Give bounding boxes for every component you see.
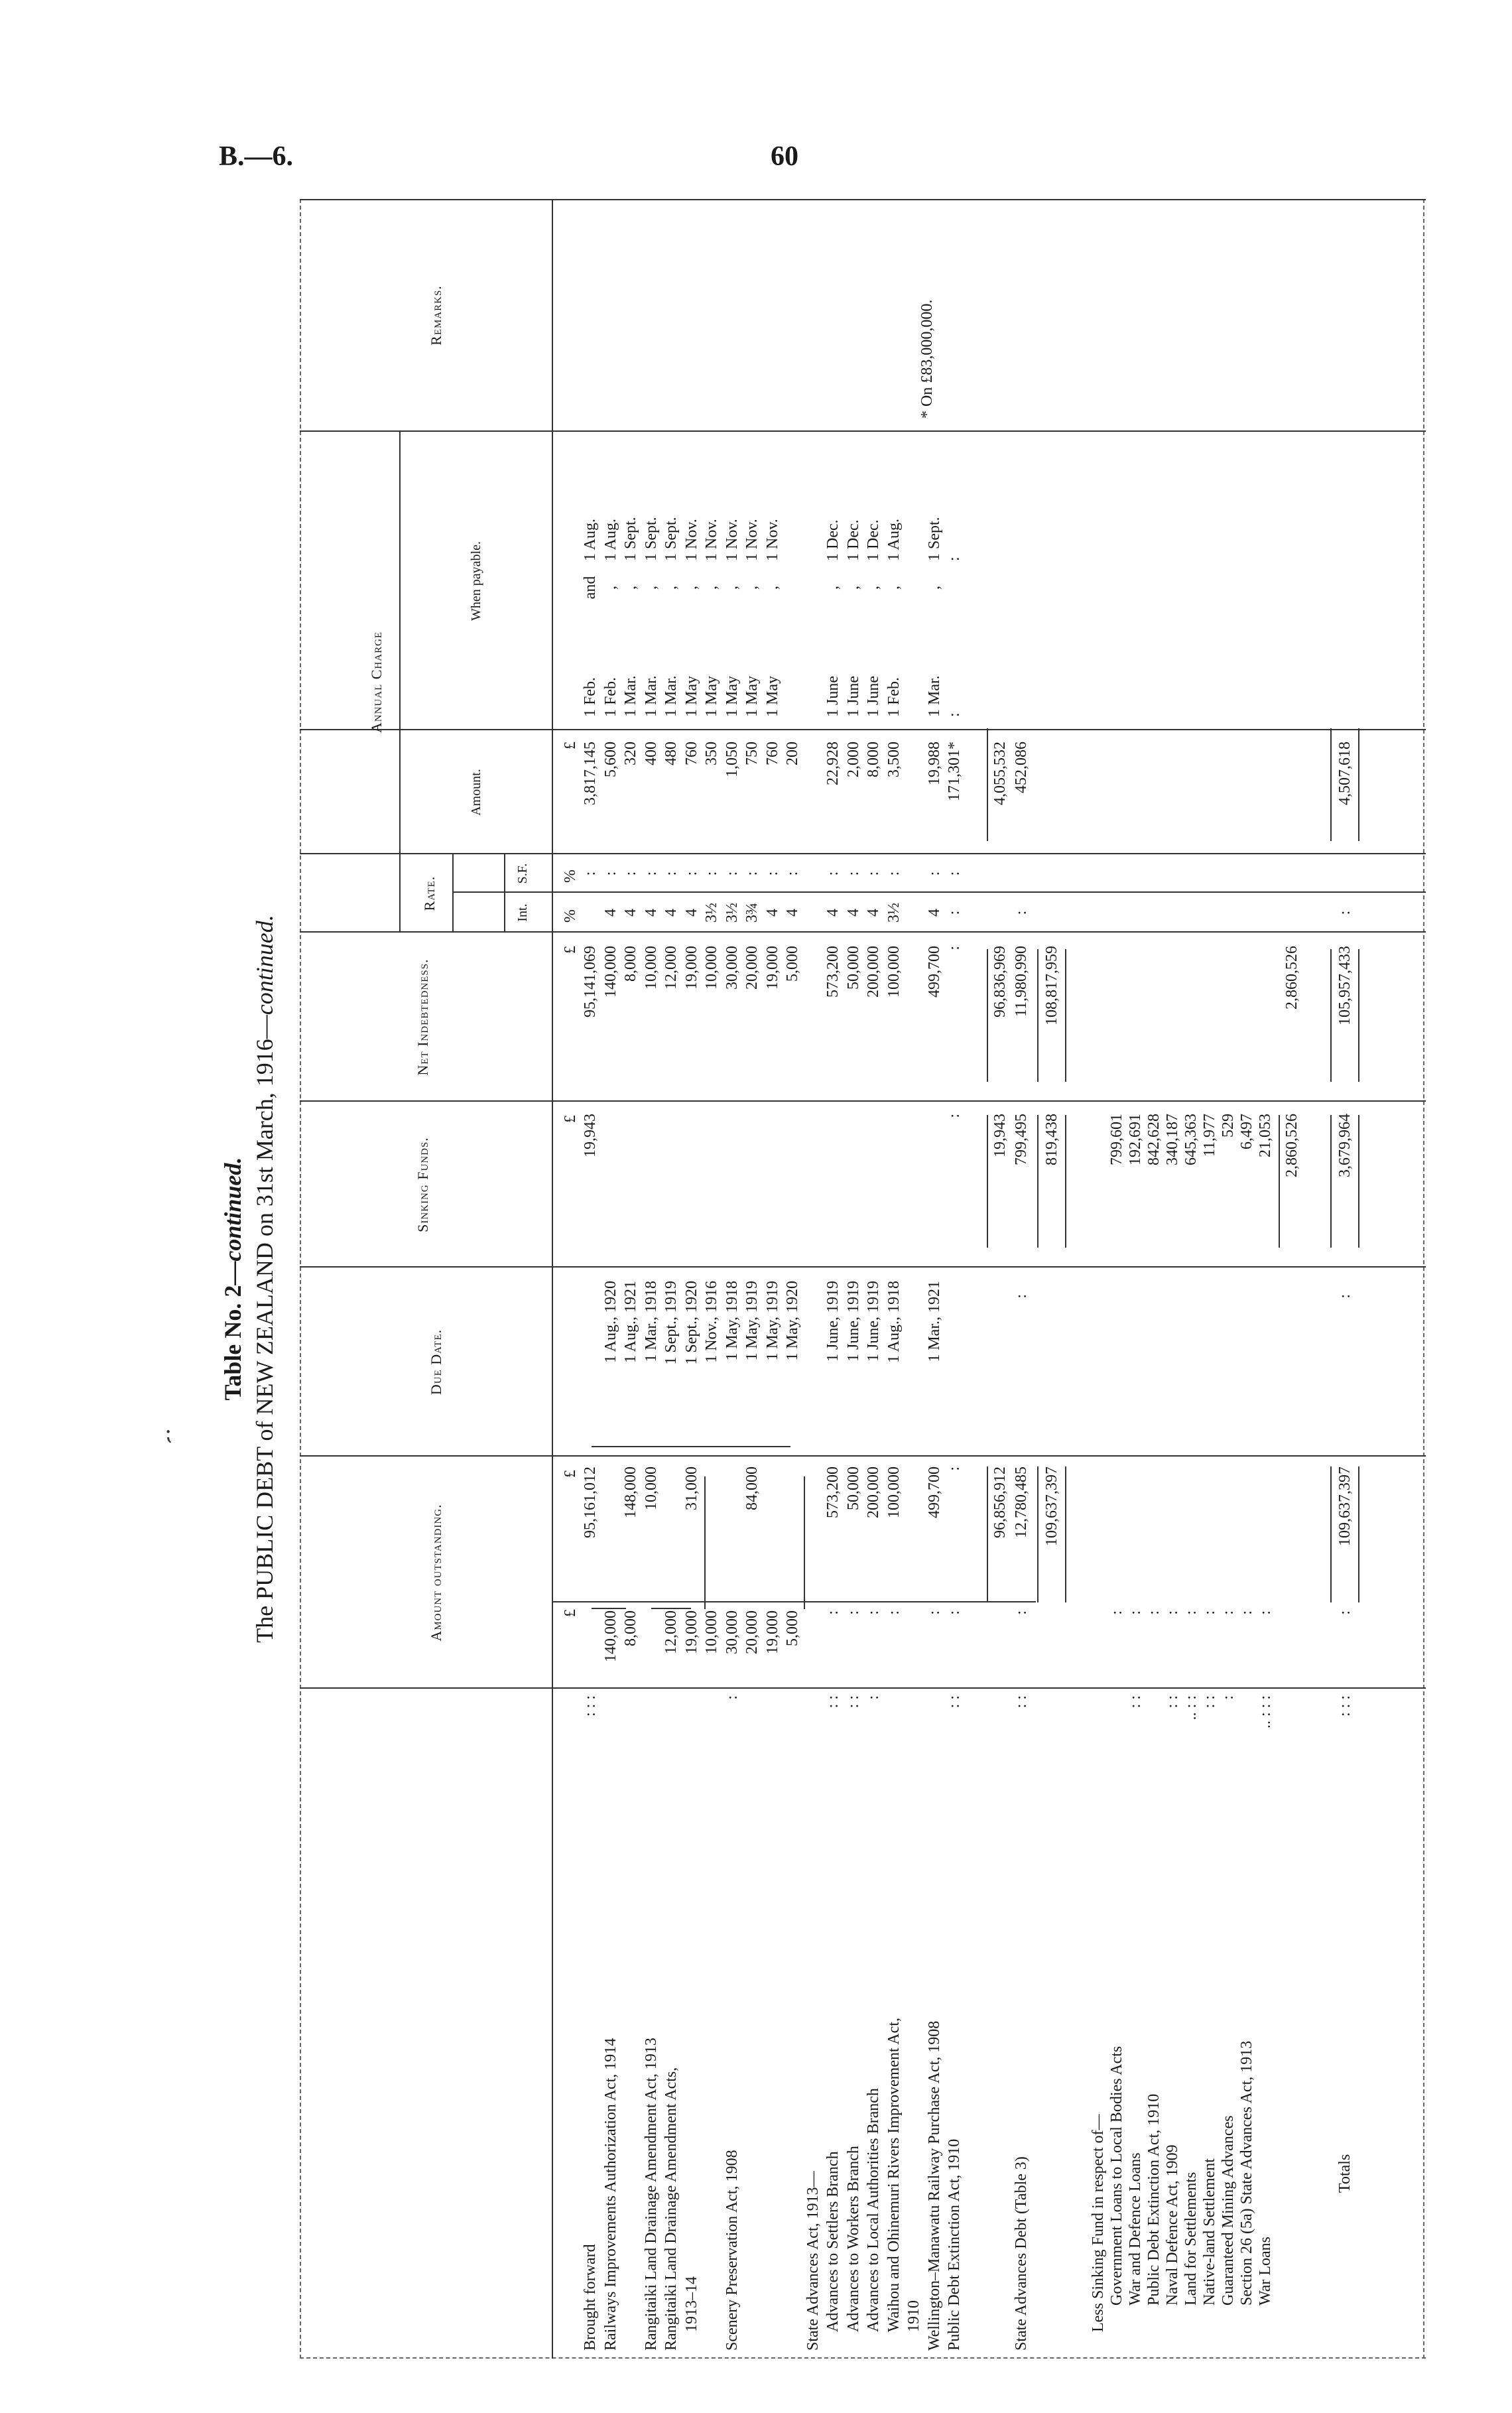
net-indebtedness: 100,000 xyxy=(885,946,903,998)
blank-dots: : xyxy=(1182,1610,1200,1615)
leader-dots: : xyxy=(723,1695,741,1700)
amount-outstanding-total: 12,780,485 xyxy=(1013,1467,1030,1538)
amount-outstanding-part: : xyxy=(844,1610,862,1615)
amount-outstanding-part: 8,000 xyxy=(622,1610,639,1646)
due-date: 1 May, 1919 xyxy=(763,1281,781,1361)
unit-pct: % xyxy=(562,870,579,883)
subtotal-amount: 109,637,397 xyxy=(1043,1467,1060,1546)
remarks-header: Remarks. xyxy=(428,285,444,346)
less-item-description: Naval Defence Act, 1909 xyxy=(1164,2144,1181,2306)
due-date: 1 Nov., 1916 xyxy=(703,1281,720,1363)
payable-first: 1 Mar. xyxy=(662,675,680,717)
annual-amount: 480 xyxy=(662,742,680,765)
interest-rate: 4 xyxy=(763,909,781,917)
less-item-description: Section 26 (5a) State Advances Act, 1913 xyxy=(1238,2040,1255,2306)
rule-line xyxy=(1065,1115,1066,1248)
sinking-fund-rate: : xyxy=(844,871,862,876)
amount-outstanding-total: 148,000 xyxy=(622,1467,639,1518)
payable-first: 1 May xyxy=(723,676,741,717)
amount-outstanding-part: 12,000 xyxy=(662,1610,680,1654)
payable-and: , xyxy=(743,586,761,590)
payable-first: 1 Mar. xyxy=(925,675,943,717)
rotated-table-page xyxy=(219,199,1426,2359)
sinking-fund: 19,943 xyxy=(582,1114,599,1157)
amount-outstanding-total: 200,000 xyxy=(865,1467,882,1518)
interest-rate: 4 xyxy=(844,909,862,917)
dashed-rule xyxy=(1423,199,1424,2359)
payable-first: : xyxy=(946,712,963,717)
sinking-fund: 799,495 xyxy=(1013,1114,1030,1165)
unit-pct: % xyxy=(562,909,579,923)
annual-amount: 350 xyxy=(703,742,720,765)
payable-and: , xyxy=(703,586,720,590)
rule-line xyxy=(1279,1115,1280,1248)
row-description: Advances to Settlers Branch xyxy=(824,2151,842,2332)
interest-rate: 3¾ xyxy=(743,903,761,923)
rule-line xyxy=(987,728,988,841)
sinking-fund: : xyxy=(946,1114,963,1118)
amount-outstanding-part: 30,000 xyxy=(723,1610,741,1654)
rule-line xyxy=(651,1608,691,1609)
payable-first: 1 Feb. xyxy=(885,677,903,717)
payable-second: : xyxy=(946,556,963,561)
blank-dots: : xyxy=(1238,1610,1255,1615)
rule-line xyxy=(1358,1115,1359,1248)
payable-and: , xyxy=(601,586,619,590)
rule-line xyxy=(399,432,401,933)
int-header: Int. xyxy=(515,903,530,922)
interest-rate: 3½ xyxy=(703,903,720,923)
sinking-fund-rate: : xyxy=(865,871,882,876)
less-heading: Less Sinking Fund in respect of— xyxy=(1090,2114,1107,2332)
less-item-description: War Loans xyxy=(1257,2236,1274,2306)
rule-line xyxy=(1358,949,1359,1082)
annual-amount: 5,600 xyxy=(601,742,619,777)
payable-second: 1 Aug. xyxy=(582,518,599,561)
interest-rate: 4 xyxy=(642,909,660,917)
row-description: 1910 xyxy=(905,2300,922,2332)
due-date: : xyxy=(1336,1294,1354,1299)
unit-pound: £ xyxy=(562,1470,579,1478)
less-item-description: Government Loans to Local Bodies Acts xyxy=(1108,2046,1125,2306)
payable-and: , xyxy=(662,586,680,590)
when-payable-header: When payable. xyxy=(469,541,483,621)
totals-annual: 4,507,618 xyxy=(1336,742,1354,805)
net-indebtedness: 95,141,069 xyxy=(582,946,599,1017)
less-total-net: 2,860,526 xyxy=(1283,946,1300,1010)
annual-amount: 760 xyxy=(763,742,781,765)
payable-second: 1 Nov. xyxy=(703,519,720,561)
sinking-fund-rate: : xyxy=(925,871,943,876)
rule-line xyxy=(1358,728,1359,841)
less-item-description: Native-land Settlement xyxy=(1201,2158,1218,2306)
subtotal-net: 96,836,969 xyxy=(991,946,1009,1017)
net-indebtedness-header: Net Indebtedness. xyxy=(414,958,431,1076)
public-debt-table xyxy=(300,199,1426,2359)
page-number: 60 xyxy=(771,141,798,172)
payable-first: 1 June xyxy=(844,676,862,717)
sinking-fund-rate: : xyxy=(784,871,801,876)
amount-outstanding-total: : xyxy=(946,1467,963,1471)
amount-outstanding-total: 499,700 xyxy=(925,1467,943,1518)
payable-first: 1 May xyxy=(743,676,761,717)
rule-line xyxy=(1037,1115,1039,1248)
payable-second: 1 Dec. xyxy=(865,519,882,561)
annual-amount: 750 xyxy=(743,742,761,765)
payable-first: 1 Mar. xyxy=(642,675,660,717)
payable-and: , xyxy=(885,586,903,590)
payable-second: 1 Aug. xyxy=(885,518,903,561)
amount-outstanding-total: 100,000 xyxy=(885,1467,903,1518)
table-subtitle: The PUBLIC DEBT of NEW ZEALAND on 31st March, 1916—continued. xyxy=(251,915,278,1643)
sinking-fund-rate: : xyxy=(723,871,741,876)
annual-amount: 3,817,145 xyxy=(582,742,599,805)
leader-dots: .. : : : xyxy=(1257,1695,1274,1729)
due-date: 1 Mar., 1921 xyxy=(925,1281,943,1362)
amount-outstanding-total: 31,000 xyxy=(682,1467,700,1510)
subtotal-sinking: 819,438 xyxy=(1043,1114,1060,1165)
payable-second: 1 Sept. xyxy=(622,517,639,561)
totals-sinking: 3,679,964 xyxy=(1336,1114,1354,1177)
payable-and: , xyxy=(844,586,862,590)
amount-outstanding-part: 19,000 xyxy=(763,1610,781,1654)
leader-dots: : : : xyxy=(1336,1695,1354,1717)
sinking-funds-header: Sinking Funds. xyxy=(414,1137,431,1232)
due-date: 1 May, 1919 xyxy=(743,1281,761,1361)
row-description: Brought forward xyxy=(582,2244,599,2351)
blank-dots: : xyxy=(1164,1610,1181,1615)
table-title: Table No. 2—continued. xyxy=(220,1157,246,1401)
rule-line xyxy=(1358,1467,1359,1602)
payable-second: 1 Dec. xyxy=(844,519,862,561)
annual-amount: 452,086 xyxy=(1013,742,1030,793)
leader-dots: : : : xyxy=(582,1695,599,1717)
amount-outstanding-part: : xyxy=(946,1610,963,1615)
leader-dots: .. : : xyxy=(1182,1695,1200,1721)
leader-dots: : : xyxy=(824,1695,842,1709)
net-indebtedness: 11,980,990 xyxy=(1013,946,1030,1017)
dashed-rule xyxy=(300,2357,1426,2359)
payable-second: 1 Sept. xyxy=(642,517,660,561)
interest-rate: 4 xyxy=(824,909,842,917)
amount-outstanding-part: 10,000 xyxy=(703,1610,720,1654)
payable-and: , xyxy=(682,586,700,590)
annual-amount: 760 xyxy=(682,742,700,765)
amount-outstanding-total: 10,000 xyxy=(642,1467,660,1510)
due-date: 1 Aug., 1920 xyxy=(601,1281,619,1364)
leader-dots: : xyxy=(865,1695,882,1700)
annual-amount: 200 xyxy=(784,742,801,765)
row-description: Scenery Preservation Act, 1908 xyxy=(723,2150,741,2351)
interest-rate: 4 xyxy=(865,909,882,917)
net-indebtedness: 50,000 xyxy=(844,946,862,990)
less-item-value: 21,053 xyxy=(1257,1114,1274,1157)
payable-second: 1 Aug. xyxy=(601,518,619,561)
payable-second: 1 Nov. xyxy=(743,519,761,561)
payable-first: 1 Feb. xyxy=(601,677,619,717)
payable-first: 1 Mar. xyxy=(622,675,639,717)
amount-outstanding-part: 140,000 xyxy=(601,1610,619,1662)
less-item-value: 6,497 xyxy=(1238,1114,1255,1149)
net-indebtedness: 10,000 xyxy=(642,946,660,990)
payable-and: , xyxy=(622,586,639,590)
due-date: : xyxy=(1013,1294,1030,1299)
interest-rate: 3½ xyxy=(885,903,903,923)
net-indebtedness: 12,000 xyxy=(662,946,680,990)
payable-and: and xyxy=(582,576,599,600)
leader-dots: : : xyxy=(844,1695,862,1709)
leader-dots: : : xyxy=(1127,1695,1144,1709)
less-total-sinking: 2,860,526 xyxy=(1283,1114,1300,1177)
net-indebtedness: 499,700 xyxy=(925,946,943,998)
amount-outstanding-part: 20,000 xyxy=(743,1610,761,1654)
less-item-value: 799,601 xyxy=(1108,1114,1125,1165)
rule-line xyxy=(592,1608,626,1609)
less-item-description: War and Defence Loans xyxy=(1127,2152,1144,2306)
rule-line xyxy=(704,1476,706,1609)
annual-amount-header: Amount. xyxy=(469,769,483,816)
payable-and: , xyxy=(865,586,882,590)
sinking-fund-rate: : xyxy=(601,871,619,876)
annual-amount: 400 xyxy=(642,742,660,765)
subtotal-net: 108,817,959 xyxy=(1043,946,1060,1025)
rule-line xyxy=(1065,1467,1066,1602)
leader-dots: : xyxy=(1220,1695,1237,1700)
dashed-rule xyxy=(300,199,301,2359)
due-date: 1 June, 1919 xyxy=(824,1281,842,1362)
amount-outstanding-part: 5,000 xyxy=(784,1610,801,1646)
sinking-fund-rate: : xyxy=(662,871,680,876)
interest-rate: 4 xyxy=(925,909,943,917)
rule-line xyxy=(592,1446,790,1447)
payable-second: 1 Nov. xyxy=(723,519,741,561)
net-indebtedness: 140,000 xyxy=(601,946,619,998)
row-description: State Advances Act, 1913— xyxy=(804,2171,822,2351)
sf-header: S.F. xyxy=(515,863,530,884)
less-item-value: 645,363 xyxy=(1182,1114,1200,1165)
totals-net: 105,957,433 xyxy=(1336,946,1354,1025)
rule-line xyxy=(1330,949,1332,1082)
net-indebtedness: 19,000 xyxy=(763,946,781,990)
rule-line xyxy=(987,1467,988,1602)
payable-second: 1 Dec. xyxy=(824,519,842,561)
annual-amount: 22,928 xyxy=(824,742,842,785)
annual-amount: 320 xyxy=(622,742,639,765)
unit-pound: £ xyxy=(562,946,579,954)
interest-rate: 4 xyxy=(682,909,700,917)
payable-second: 1 Sept. xyxy=(662,517,680,561)
unit-pound: £ xyxy=(562,1115,579,1123)
interest-rate: : xyxy=(1336,910,1354,915)
amount-outstanding-total: 95,161,012 xyxy=(582,1467,599,1538)
rule-line xyxy=(504,854,505,933)
payable-first: 1 June xyxy=(865,676,882,717)
rule-line xyxy=(1037,1467,1039,1602)
rule-line xyxy=(300,1455,1426,1457)
rule-line xyxy=(1330,1467,1332,1602)
less-item-value: 842,628 xyxy=(1145,1114,1163,1165)
interest-rate: 4 xyxy=(622,909,639,917)
payable-first: 1 June xyxy=(824,676,842,717)
payable-and: , xyxy=(763,586,781,590)
interest-rate: 4 xyxy=(784,909,801,917)
annual-amount: 8,000 xyxy=(865,742,882,777)
sinking-fund-rate: : xyxy=(582,871,599,876)
payable-second: 1 Sept. xyxy=(925,517,943,561)
payable-and: , xyxy=(824,586,842,590)
row-description: Public Debt Extinction Act, 1910 xyxy=(946,2138,963,2351)
annual-amount: 3,500 xyxy=(885,742,903,777)
less-item-value: 340,187 xyxy=(1164,1114,1181,1165)
totals-label: Totals xyxy=(1336,2154,1354,2193)
due-date: 1 May, 1918 xyxy=(723,1281,741,1361)
page-reference: B.—6. xyxy=(219,141,294,172)
unit-pound: £ xyxy=(562,1609,579,1617)
due-date: 1 Mar., 1918 xyxy=(642,1281,660,1362)
amount-outstanding-header: Amount outstanding. xyxy=(428,1504,444,1642)
rule-line xyxy=(1330,1115,1332,1248)
subtotal-amount: 96,856,912 xyxy=(991,1467,1009,1538)
interest-rate: : xyxy=(946,910,963,915)
annual-amount: 171,301* xyxy=(946,742,963,801)
amount-outstanding-part: : xyxy=(865,1610,882,1615)
amount-outstanding-total: 50,000 xyxy=(844,1467,862,1510)
rule-line xyxy=(1037,949,1039,1082)
payable-first: 1 May xyxy=(682,676,700,717)
row-description: Railways Improvements Authorization Act, 1914 xyxy=(601,2038,619,2351)
payable-second: 1 Nov. xyxy=(763,519,781,561)
less-item-value: 529 xyxy=(1220,1114,1237,1138)
rule-line xyxy=(987,1115,988,1248)
due-date: 1 Aug., 1918 xyxy=(885,1281,903,1364)
payable-and: , xyxy=(642,586,660,590)
leader-dots: : : xyxy=(1164,1695,1181,1709)
sinking-fund-rate: : xyxy=(703,871,720,876)
less-item-value: 192,691 xyxy=(1127,1114,1144,1165)
less-item-description: Land for Settlements xyxy=(1182,2172,1200,2306)
interest-rate: : xyxy=(1013,910,1030,915)
net-indebtedness: 10,000 xyxy=(703,946,720,990)
amount-outstanding-part: : xyxy=(885,1610,903,1615)
annual-amount: 19,988 xyxy=(925,742,943,785)
due-date: 1 Sept., 1920 xyxy=(682,1281,700,1365)
row-description: Waihou and Ohinemuri Rivers Improvement Act, xyxy=(885,2018,903,2332)
sinking-fund-rate: : xyxy=(682,871,700,876)
sinking-fund-rate: : xyxy=(946,871,963,876)
annual-amount: 2,000 xyxy=(844,742,862,777)
net-indebtedness: : xyxy=(946,946,963,950)
rule-line xyxy=(552,199,553,2359)
amount-outstanding-total: 573,200 xyxy=(824,1467,842,1518)
amount-outstanding-part: : xyxy=(925,1610,943,1615)
sinking-fund-rate: : xyxy=(885,871,903,876)
net-indebtedness: 19,000 xyxy=(682,946,700,990)
interest-rate: 4 xyxy=(601,909,619,917)
rule-line xyxy=(804,1476,805,1609)
payable-and: , xyxy=(925,586,943,590)
less-item-value: 11,977 xyxy=(1201,1114,1218,1157)
rate-header: Rate. xyxy=(421,876,438,911)
leader-dots: : : xyxy=(1013,1695,1030,1709)
amount-outstanding-part: : xyxy=(824,1610,842,1615)
leader-dots: : : xyxy=(1201,1695,1218,1709)
rule-line xyxy=(1065,949,1066,1082)
net-indebtedness: 20,000 xyxy=(743,946,761,990)
rule-line xyxy=(452,854,454,933)
row-description: 1913–14 xyxy=(682,2276,700,2332)
row-description: Rangitaiki Land Drainage Amendment Acts, xyxy=(662,2067,680,2351)
amount-outstanding-total: 84,000 xyxy=(743,1467,761,1510)
net-indebtedness: 573,200 xyxy=(824,946,842,998)
amount-outstanding-part: : xyxy=(1013,1610,1030,1615)
sinking-fund-rate: : xyxy=(622,871,639,876)
due-date: 1 June, 1919 xyxy=(865,1281,882,1362)
interest-rate: 3½ xyxy=(723,903,741,923)
payable-first: 1 Feb. xyxy=(582,677,599,717)
row-description: Wellington–Manawatu Railway Purchase Act, 1908 xyxy=(925,2020,943,2351)
rule-line xyxy=(987,949,988,1082)
net-indebtedness: 5,000 xyxy=(784,946,801,982)
due-date: 1 May, 1920 xyxy=(784,1281,801,1361)
annual-amount: 1,050 xyxy=(723,742,741,777)
less-item-description: Public Debt Extinction Act, 1910 xyxy=(1145,2093,1163,2306)
payable-first: 1 May xyxy=(703,676,720,717)
unit-pound: £ xyxy=(562,742,579,750)
payable-second: 1 Nov. xyxy=(682,519,700,561)
blank-dots: : xyxy=(1257,1610,1274,1615)
row-description: State Advances Debt (Table 3) xyxy=(1013,2156,1030,2351)
amount-outstanding-part: 19,000 xyxy=(682,1610,700,1654)
remark-footnote: * On £83,000,000. xyxy=(918,299,936,419)
less-item-description: Guaranteed Mining Advances xyxy=(1220,2115,1237,2306)
due-date: 1 Sept., 1919 xyxy=(662,1281,680,1365)
totals-amount: 109,637,397 xyxy=(1336,1467,1354,1546)
blank-dots: : xyxy=(1220,1610,1237,1615)
sinking-fund-rate: : xyxy=(743,871,761,876)
annual-charge-header: Annual Charge xyxy=(368,631,385,734)
net-indebtedness: 8,000 xyxy=(622,946,639,982)
due-date: 1 June, 1919 xyxy=(844,1281,862,1362)
interest-rate: 4 xyxy=(662,909,680,917)
leader-dots: : : xyxy=(946,1695,963,1709)
blank-dots: : xyxy=(1201,1610,1218,1615)
net-indebtedness: 200,000 xyxy=(865,946,882,998)
row-description: Advances to Workers Branch xyxy=(844,2146,862,2332)
subtotal-sinking: 19,943 xyxy=(991,1114,1009,1157)
rule-line xyxy=(300,199,1426,200)
sinking-fund-rate: : xyxy=(642,871,660,876)
sinking-fund-rate: : xyxy=(824,871,842,876)
due-date-header: Due Date. xyxy=(428,1329,444,1396)
payable-first: 1 May xyxy=(763,676,781,717)
rule-line xyxy=(1330,728,1332,841)
net-indebtedness: 30,000 xyxy=(723,946,741,990)
amount-outstanding-part: : xyxy=(1336,1610,1354,1615)
sinking-fund-rate: : xyxy=(763,871,781,876)
blank-dots: : xyxy=(1108,1610,1125,1615)
margin-mark: ⁏ xyxy=(164,1421,172,1445)
blank-dots: : xyxy=(1127,1610,1144,1615)
subtotal-annual: 4,055,532 xyxy=(991,742,1009,805)
payable-and: , xyxy=(723,586,741,590)
blank-dots: : xyxy=(1145,1610,1163,1615)
row-description: Rangitaiki Land Drainage Amendment Act, 1913 xyxy=(642,2038,660,2351)
row-description: Advances to Local Authorities Branch xyxy=(865,2088,882,2332)
due-date: 1 Aug., 1921 xyxy=(622,1281,639,1364)
